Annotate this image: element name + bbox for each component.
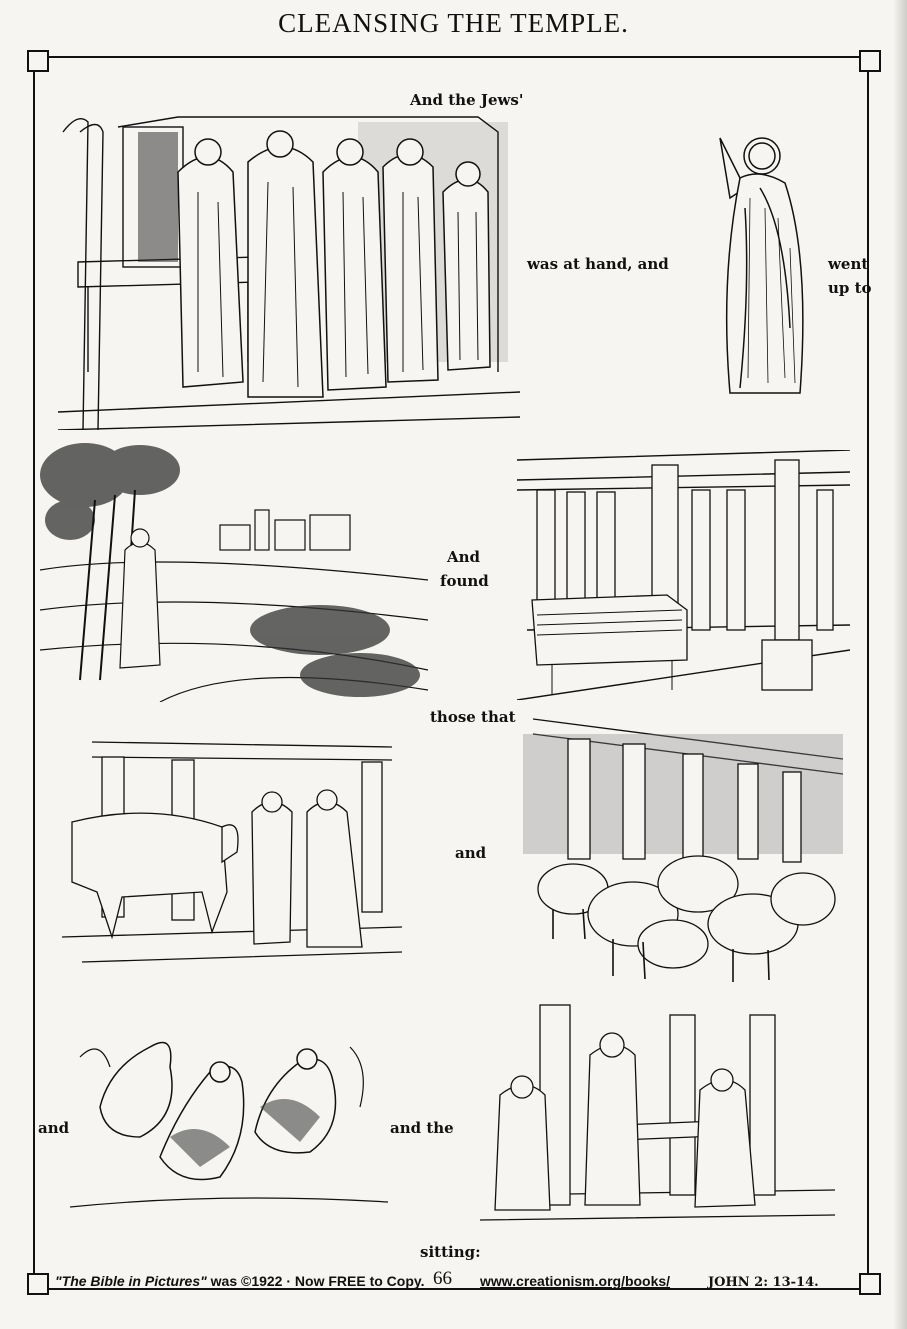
page-edge-shadow — [893, 0, 907, 1329]
phrase-and-oxen: and — [455, 844, 487, 862]
website-link[interactable]: www.creationism.org/books/ — [480, 1273, 671, 1289]
page-title: CLEANSING THE TEMPLE. — [278, 8, 629, 38]
phrase-sitting: sitting: — [420, 1243, 481, 1261]
phrase-was-at-hand: was at hand, and — [527, 255, 669, 273]
phrase-up-to: up to — [828, 279, 872, 297]
phrase-found: found — [440, 572, 489, 590]
frame-corner-top-right — [859, 50, 881, 72]
page-number-wrap — [433, 1268, 452, 1290]
jerusalem-landscape-icon — [40, 440, 428, 702]
reference-wrap — [708, 1273, 819, 1290]
scripture-reference: JOHN 2: 13-14. — [708, 1275, 819, 1290]
frame-corner-bottom-right — [859, 1273, 881, 1295]
money-changers-icon — [480, 995, 835, 1230]
phrase-and: And — [447, 548, 481, 566]
phrase-those-that: those that — [430, 708, 516, 726]
doves-icon — [70, 1027, 388, 1227]
phrase-and-the-jews: And the Jews' — [410, 91, 524, 109]
phrase-and-the: and the — [390, 1119, 454, 1137]
jesus-standing-icon — [690, 128, 830, 400]
copyright-notice: was ©1922 · Now FREE to Copy. — [206, 1273, 425, 1289]
frame-corner-top-left — [27, 50, 49, 72]
frame-corner-bottom-left — [27, 1273, 49, 1295]
phrase-and-doves: and — [38, 1119, 70, 1137]
passover-men-icon — [58, 112, 520, 430]
footer-book-title — [55, 1273, 425, 1289]
phrase-went: went — [828, 255, 869, 273]
page-number: 66 — [433, 1268, 452, 1289]
website-wrap — [480, 1273, 670, 1289]
book-title: "The Bible in Pictures" — [55, 1273, 207, 1289]
sheep-court-icon — [523, 714, 843, 986]
temple-court-icon — [517, 450, 850, 700]
oxen-sellers-icon — [62, 732, 402, 977]
